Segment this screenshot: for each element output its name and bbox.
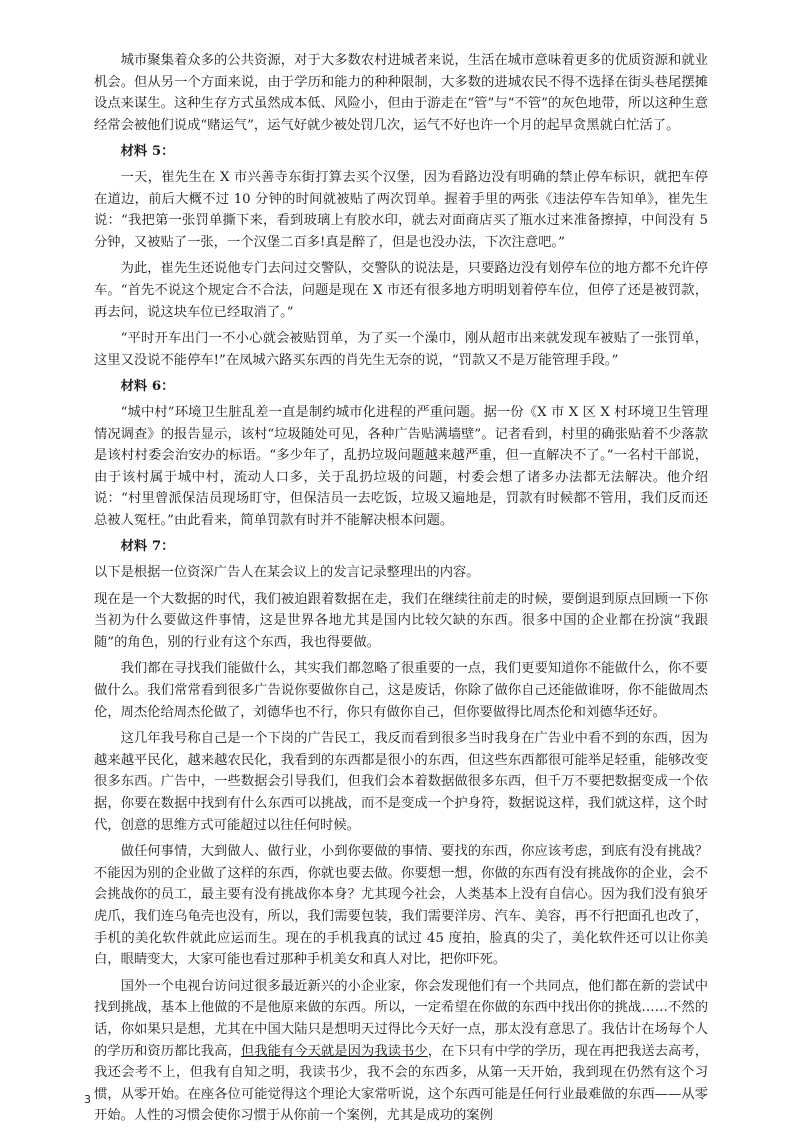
paragraph-text: ，在下只有中学的学历，现在再把我送去高考，我还会考不上，但我有自知之明，我读书少，我不会的东西多，从第一天开始，我到现在仍然有这个习惯，从零开始。在座各位可能觉得这个理论大家常听说，这个东西可能是任何行业最难做的东西——从零开始。人性的习惯会使你习惯于从你前一个案例，尤其是成功的案例 bbox=[94, 1043, 709, 1124]
paragraph: 城市聚集着众多的公共资源，对于大多数农村进城者来说，生活在城市意味着更多的优质资源和就业机会。但从另一个方面来说，由于学历和能力的种种限制，大多数的进城农民不得不选择在街头巷尾摆摊设点来谋生。这种生存方式虽然成本低、风险小，但由于游走在“管”与“不管”的灰色地带，所以这种生意经常会被他们说成“赌运气”，运气好就少被处罚几次，运气不好也许一个月的起早贪黑就白忙活了。 bbox=[94, 53, 708, 133]
paragraph-text: 国外一个电视台访问过很多最近新兴的小企业家，你会发现他们有一个共同点，他们都在新的尝试中找到挑战，基本上他做的不是他原来做的东西。所以，一定希望在你做的东西中找出你的挑战……不然的话，你如果只是想，尤其在中国大陆只是想明天过得比今天好一点，那太没有意思了。我估计在场每个人的学历和资历都比我高， bbox=[94, 978, 708, 1059]
paragraph: 我们都在寻找我们能做什么，其实我们都忽略了很重要的一点，我们更要知道你不能做什么，你不要做什么。我们常常看到很多广告说你要做你自己，这是废话，你除了做你自己还能做谁呀，你不能做周杰伦，周杰伦给周杰伦做了，刘德华也不行，你只有做你自己，但你要做得比周杰伦和刘德华还好。 bbox=[94, 661, 708, 720]
body-text bbox=[94, 50, 708, 1132]
paragraph: “平时开车出门一不小心就会被贴罚单，为了买一个澡巾，刚从超市出来就发现车被贴了一张罚单，这里又没说不能停车!”在凤城六路买东西的肖先生无奈的说，“罚款又不是万能管理手段。” bbox=[94, 331, 708, 368]
paragraph: 这几年我号称自己是一个下岗的广告民工，我反而看到很多当时我身在广告业中看不到的东西，因为越来越平民化，越来越农民化，我看到的东西都是很小的东西，但这些东西都很可能举足轻重，能够改变很多东西。广告中，一些数据会引导我们，但我们会本着数据做很多东西，但千万不要把数据变成一个依据，你要在数据中找到有什么东西可以挑战，而不是变成一个护身符，数据说这样，我们就这样，这个时代，创意的思维方式可能超过以往任何时候。 bbox=[94, 731, 708, 833]
section-heading-material-7: 材料 7： bbox=[120, 539, 175, 555]
paragraph: 为此，崔先生还说他专门去问过交警队，交警队的说法是，只要路边没有划停车位的地方都不允许停车。“首先不说这个规定合不合法，问题是现在 X 市还有很多地方明明划着停车位，但停了还是被罚款，再去问，说这块车位已经取消了。” bbox=[94, 261, 708, 320]
paragraph: 一天，崔先生在 X 市兴善寺东街打算去买个汉堡，因为看路边没有明确的禁止停车标识，就把车停在道边，前后大概不过 10 分钟的时间就被贴了两次罚单。握着手里的两张《违法停车告知单》，崔先生说：“我把第一张罚单撕下来，看到玻璃上有胶水印，就去对面商店买了瓶水过来准备擦掉，中间没有 5 分钟，又被贴了一张，一个汉堡二百多!真是醉了，但是也没办法，下次注意吧。” bbox=[94, 169, 708, 250]
underlined-text: 但我能有今天就是因为我读书少 bbox=[240, 1043, 428, 1059]
section-heading-material-5: 材料 5： bbox=[120, 144, 175, 160]
paragraph bbox=[94, 976, 708, 1127]
paragraph: “城中村”环境卫生脏乱差一直是制约城市化进程的严重问题。据一份《X 市 X 区 X 村环境卫生管理情况调查》的报告显示，该村“垃圾随处可见，各种广告贴满墙壁”。记者看到，村里的确张贴着不少落款是该村村委会治安办的标语。“多少年了，乱扔垃圾问题越来越严重，但一直解决不了。”一名村干部说，由于该村属于城中村，流动人口多，关于乱扔垃圾的问题，村委会想了诸多办法都无法解决。他介绍说：“村里曾派保洁员现场盯守，但保洁员一去吃饭，垃圾又遍地是，罚款有时候都不管用，我们反而还总被人冤枉。”由此看来，简单罚款有时并不能解决根本问题。 bbox=[94, 404, 708, 528]
page-number: 3 bbox=[84, 1093, 91, 1106]
paragraph: 做任何事情，大到做人、做行业，小到你要做的事情、要找的东西，你应该考虑，到底有没有挑战？不能因为别的企业做了这样的东西，你就也要去做。你要想一想，你做的东西有没有挑战你的企业，会不会挑战你的员工，最主要有没有挑战你本身？尤其现今社会，人类基本上没有自信心。因为我们没有狼牙虎爪，我们连乌龟壳也没有，所以，我们需要包装，我们需要洋房、汽车、美容，再不行把面孔也改了，手机的美化软件就此应运而生。现在的手机我真的试过 45 度拍，脸真的尖了，美化软件还可以让你美白，眼睛变大，大家可能也看过那种手机美女和真人对比，把你吓死。 bbox=[94, 844, 708, 968]
section-heading-material-6: 材料 6： bbox=[120, 379, 175, 395]
paragraph-intro: 以下是根据一位资深广告人在某会议上的发言记录整理出的内容。 bbox=[94, 565, 480, 581]
paragraph: 现在是一个大数据的时代，我们被迫跟着数据在走，我们在继续往前走的时候，要倒退到原点回顾一下你当初为什么要做这件事情，这是世界各地尤其是国内比较欠缺的东西。很多中国的企业都在扮演“我跟随”的角色，别的行业有这个东西，我也得要做。 bbox=[94, 591, 708, 650]
